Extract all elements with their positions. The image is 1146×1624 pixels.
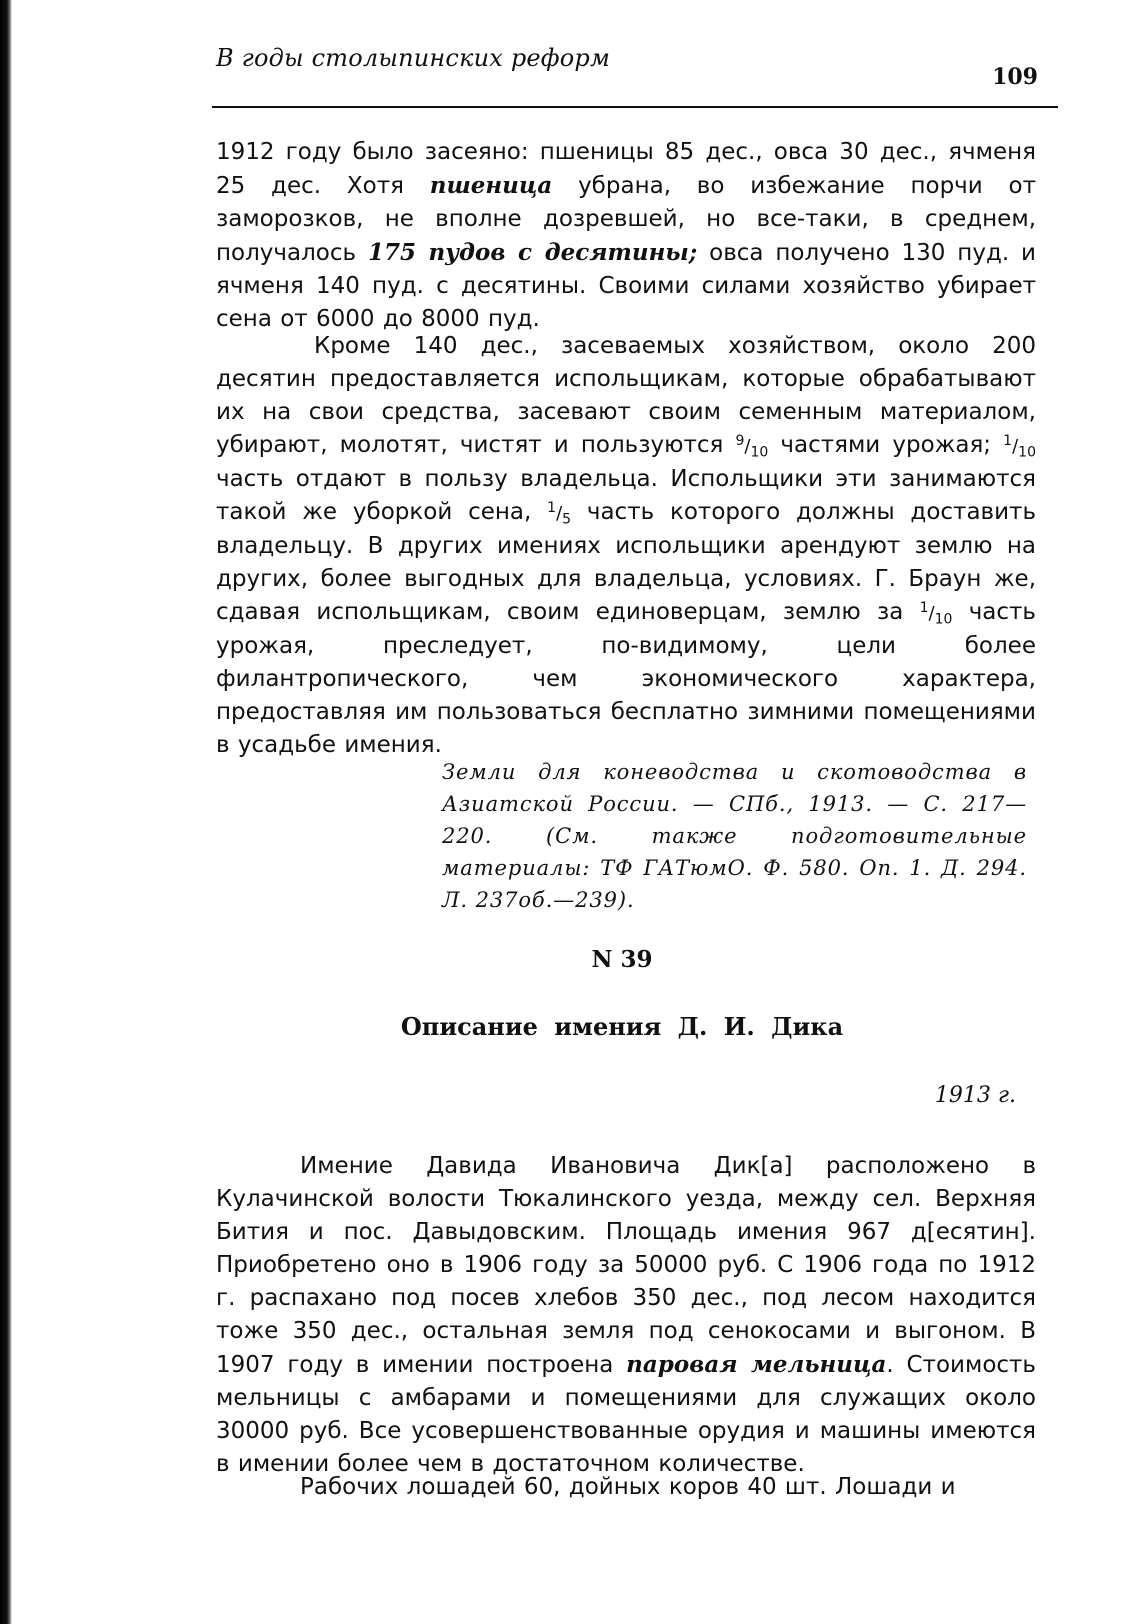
page-number: 109 xyxy=(992,64,1038,90)
document-number: N 39 xyxy=(591,946,653,973)
fraction-numerator: 1 xyxy=(919,600,929,616)
text-run: 1912 году было засеяно: пшеницы 85 дес., овса 30 дес., ячменя 25 дес. Хотя xyxy=(216,139,1036,199)
source-citation: Земли для коневодства и скотоводства в Азиатской России. — СПб., 1913. — С. 217—220. (См. также подготовительные материалы: ТФ ГАТюмО. Ф. 580. Оп. 1. Д. 294. Л. 237об.—239). xyxy=(442,760,1027,912)
text-run: часть отдают в пользу владельца. Испольщики эти занимаются такой же уборкой сена, xyxy=(216,466,1036,525)
fraction-denominator: 10 xyxy=(750,444,769,461)
paragraph-estate-description xyxy=(216,1150,1036,1481)
fraction-denominator: 5 xyxy=(562,511,572,528)
text-run: часть которого должны доставить владельцу. В других имениях испольщики арендуют землю на других, более выгодных для владельца, условиях. Г. Браун же, сдавая испольщикам, своим единоверцам, землю за xyxy=(216,499,1037,625)
fraction-numerator: 1 xyxy=(547,500,557,516)
running-header xyxy=(212,44,1058,108)
document-date: 1913 г. xyxy=(934,1083,1016,1108)
fraction-one-tenth: $^1/_{10}$ xyxy=(1003,433,1036,461)
emphasis-yield: 175 пудов с десятины; xyxy=(367,239,698,266)
text-run: частями урожая; xyxy=(768,432,1004,458)
text-run: . Стоимость мельницы с амбарами и помещениями для служащих около 30000 руб. Все усовершенствованные орудия и машины имеются в имении более чем в достаточном количестве. xyxy=(216,1352,1036,1477)
paragraph-harvest xyxy=(216,136,1036,336)
running-title: В годы столыпинских реформ xyxy=(216,44,611,72)
book-page xyxy=(212,30,1058,1610)
scan-left-edge xyxy=(0,0,12,1624)
emphasis-wheat: пшеница xyxy=(429,172,553,199)
text-run: часть урожая, преследует, по-видимому, цели более филантропического, чем экономического характера, предоставляя им пользоваться бесплатно зимними помещениями в усадьбе имения. xyxy=(216,599,1036,758)
fraction-denominator: 10 xyxy=(934,611,953,628)
paragraph-sharecroppers xyxy=(216,330,1036,762)
emphasis-steam-mill: паровая мельница xyxy=(626,1351,887,1378)
fraction-one-tenth: $^1/_{10}$ xyxy=(919,600,953,628)
paragraph-livestock: Рабочих лошадей 60, дойных коров 40 шт. Лошади и xyxy=(300,1474,956,1500)
text-run: Кроме 140 дес., засеваемых хозяйством, около 200 десятин предоставляется испольщикам, которые обрабатывают их на свои средства, засевают своим семенным материалом, убирают, молотят, чистят и пользуются xyxy=(216,333,1036,458)
text-run: убрана, во избежание порчи от заморозков, не вполне дозревшей, но все-таки, в среднем, получалось xyxy=(216,173,1036,266)
fraction-numerator: 1 xyxy=(1003,433,1013,449)
fraction-numerator: 9 xyxy=(735,433,745,449)
text-run: овса получено 130 пуд. и ячменя 140 пуд. с десятины. Своими силами хозяйство убирает сена от 6000 до 8000 пуд. xyxy=(216,240,1036,332)
fraction-nine-tenths: $^9/_{10}$ xyxy=(735,433,769,461)
fraction-one-fifth: $^1/_5$ xyxy=(547,500,572,528)
document-title: Описание имения Д. И. Дика xyxy=(400,1012,844,1041)
text-run: Имение Давида Ивановича Дик[а] расположено в Кулачинской волости Тюкалинского уезда, между сел. Верхняя Бития и пос. Давыдовским. Площадь имения 967 д[есятин]. Приобретено оно в 1906 году за 50000 руб. С 1906 года по 1912 г. распахано под посев хлебов 350 дес., под лесом находится тоже 350 дес., остальная земля под сенокосами и выгоном. В 1907 году в имении построена xyxy=(216,1153,1036,1378)
fraction-denominator: 10 xyxy=(1018,444,1036,461)
